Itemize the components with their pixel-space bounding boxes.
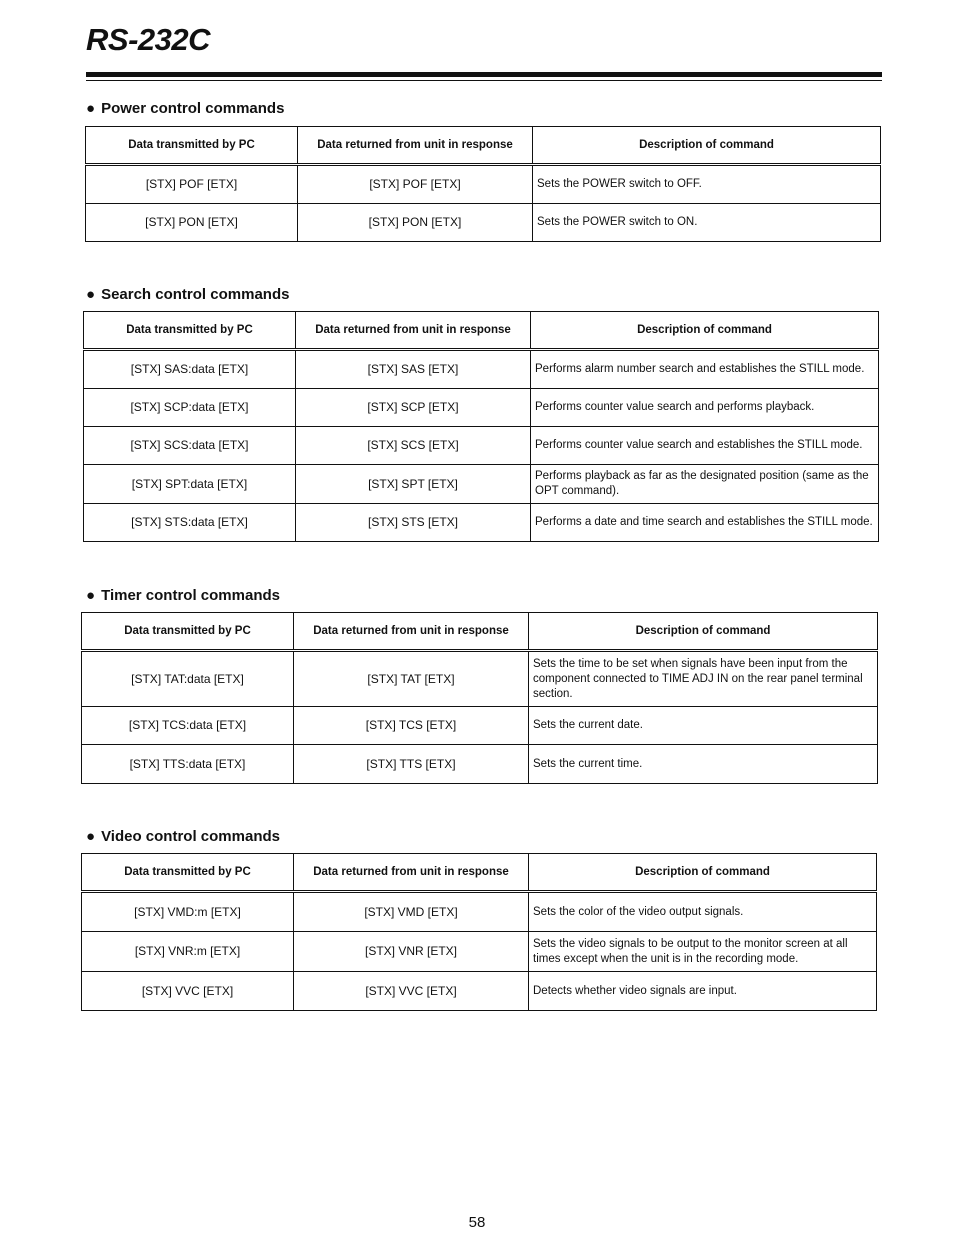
cell-sent: [STX] TTS:data [ETX]: [82, 745, 294, 784]
cell-description: Detects whether video signals are input.: [529, 972, 877, 1011]
column-header-sent: Data transmitted by PC: [84, 312, 296, 350]
cell-returned: [STX] TCS [ETX]: [294, 707, 529, 745]
cell-returned: [STX] VNR [ETX]: [294, 932, 529, 972]
cell-returned: [STX] SCS [ETX]: [296, 427, 531, 465]
cell-sent: [STX] SCP:data [ETX]: [84, 389, 296, 427]
column-header-returned: Data returned from unit in response: [296, 312, 531, 350]
section-heading-power: ● Power control commands: [86, 100, 285, 117]
bullet-icon: ●: [86, 828, 96, 845]
table-row: [82, 745, 878, 784]
header-rule-thin: [86, 80, 882, 81]
cell-sent: [STX] SCS:data [ETX]: [84, 427, 296, 465]
table-row: [82, 932, 877, 972]
cell-description: Sets the time to be set when signals have been input from the component connected to TIME ADJ IN on the rear panel terminal section.: [529, 651, 878, 707]
cell-description: Sets the current time.: [529, 745, 878, 784]
table-header-row: [82, 854, 877, 892]
cell-sent: [STX] VMD:m [ETX]: [82, 892, 294, 932]
table-row: [82, 972, 877, 1011]
cell-sent: [STX] VVC [ETX]: [82, 972, 294, 1011]
table-row: [82, 651, 878, 707]
table-row: [82, 892, 877, 932]
column-header-description: Description of command: [529, 854, 877, 892]
cell-returned: [STX] POF [ETX]: [298, 165, 533, 204]
table-header-row: [86, 127, 881, 165]
search-commands-table: [83, 311, 879, 542]
column-header-description: Description of command: [529, 613, 878, 651]
page-number: 58: [468, 1214, 486, 1231]
header-rule-thick: [86, 72, 882, 77]
cell-sent: [STX] TAT:data [ETX]: [82, 651, 294, 707]
cell-sent: [STX] VNR:m [ETX]: [82, 932, 294, 972]
cell-description: Performs alarm number search and establishes the STILL mode.: [531, 350, 879, 389]
table-row: [86, 204, 881, 242]
section-heading-timer: ● Timer control commands: [86, 587, 280, 604]
cell-returned: [STX] VVC [ETX]: [294, 972, 529, 1011]
cell-returned: [STX] STS [ETX]: [296, 504, 531, 542]
cell-returned: [STX] SPT [ETX]: [296, 465, 531, 504]
cell-description: Sets the color of the video output signals.: [529, 892, 877, 932]
table-header-row: [82, 613, 878, 651]
table-row: [84, 504, 879, 542]
cell-returned: [STX] SCP [ETX]: [296, 389, 531, 427]
table-header-row: [84, 312, 879, 350]
column-header-sent: Data transmitted by PC: [86, 127, 298, 165]
cell-description: Performs playback as far as the designated position (same as the OPT command).: [531, 465, 879, 504]
column-header-sent: Data transmitted by PC: [82, 854, 294, 892]
cell-sent: [STX] TCS:data [ETX]: [82, 707, 294, 745]
section-heading-video: ● Video control commands: [86, 828, 280, 845]
column-header-returned: Data returned from unit in response: [298, 127, 533, 165]
table-row: [84, 389, 879, 427]
column-header-returned: Data returned from unit in response: [294, 613, 529, 651]
cell-sent: [STX] STS:data [ETX]: [84, 504, 296, 542]
table-row: [84, 350, 879, 389]
cell-returned: [STX] PON [ETX]: [298, 204, 533, 242]
table-row: [82, 707, 878, 745]
table-row: [86, 165, 881, 204]
bullet-icon: ●: [86, 100, 96, 117]
cell-returned: [STX] SAS [ETX]: [296, 350, 531, 389]
cell-returned: [STX] VMD [ETX]: [294, 892, 529, 932]
cell-description: Sets the current date.: [529, 707, 878, 745]
cell-description: Sets the POWER switch to ON.: [533, 204, 881, 242]
column-header-description: Description of command: [531, 312, 879, 350]
cell-description: Performs a date and time search and establishes the STILL mode.: [531, 504, 879, 542]
cell-description: Performs counter value search and performs playback.: [531, 389, 879, 427]
column-header-returned: Data returned from unit in response: [294, 854, 529, 892]
cell-description: Sets the video signals to be output to the monitor screen at all times except when the unit is in the recording mode.: [529, 932, 877, 972]
cell-sent: [STX] PON [ETX]: [86, 204, 298, 242]
cell-returned: [STX] TAT [ETX]: [294, 651, 529, 707]
table-row: [84, 427, 879, 465]
page-title: RS-232C: [86, 22, 210, 57]
cell-description: Performs counter value search and establishes the STILL mode.: [531, 427, 879, 465]
power-commands-table: [85, 126, 881, 242]
bullet-icon: ●: [86, 587, 96, 604]
video-commands-table: [81, 853, 877, 1011]
column-header-sent: Data transmitted by PC: [82, 613, 294, 651]
column-header-description: Description of command: [533, 127, 881, 165]
bullet-icon: ●: [86, 286, 96, 303]
cell-sent: [STX] SPT:data [ETX]: [84, 465, 296, 504]
cell-returned: [STX] TTS [ETX]: [294, 745, 529, 784]
cell-sent: [STX] SAS:data [ETX]: [84, 350, 296, 389]
section-heading-search: ● Search control commands: [86, 286, 290, 303]
table-row: [84, 465, 879, 504]
timer-commands-table: [81, 612, 878, 784]
cell-description: Sets the POWER switch to OFF.: [533, 165, 881, 204]
cell-sent: [STX] POF [ETX]: [86, 165, 298, 204]
